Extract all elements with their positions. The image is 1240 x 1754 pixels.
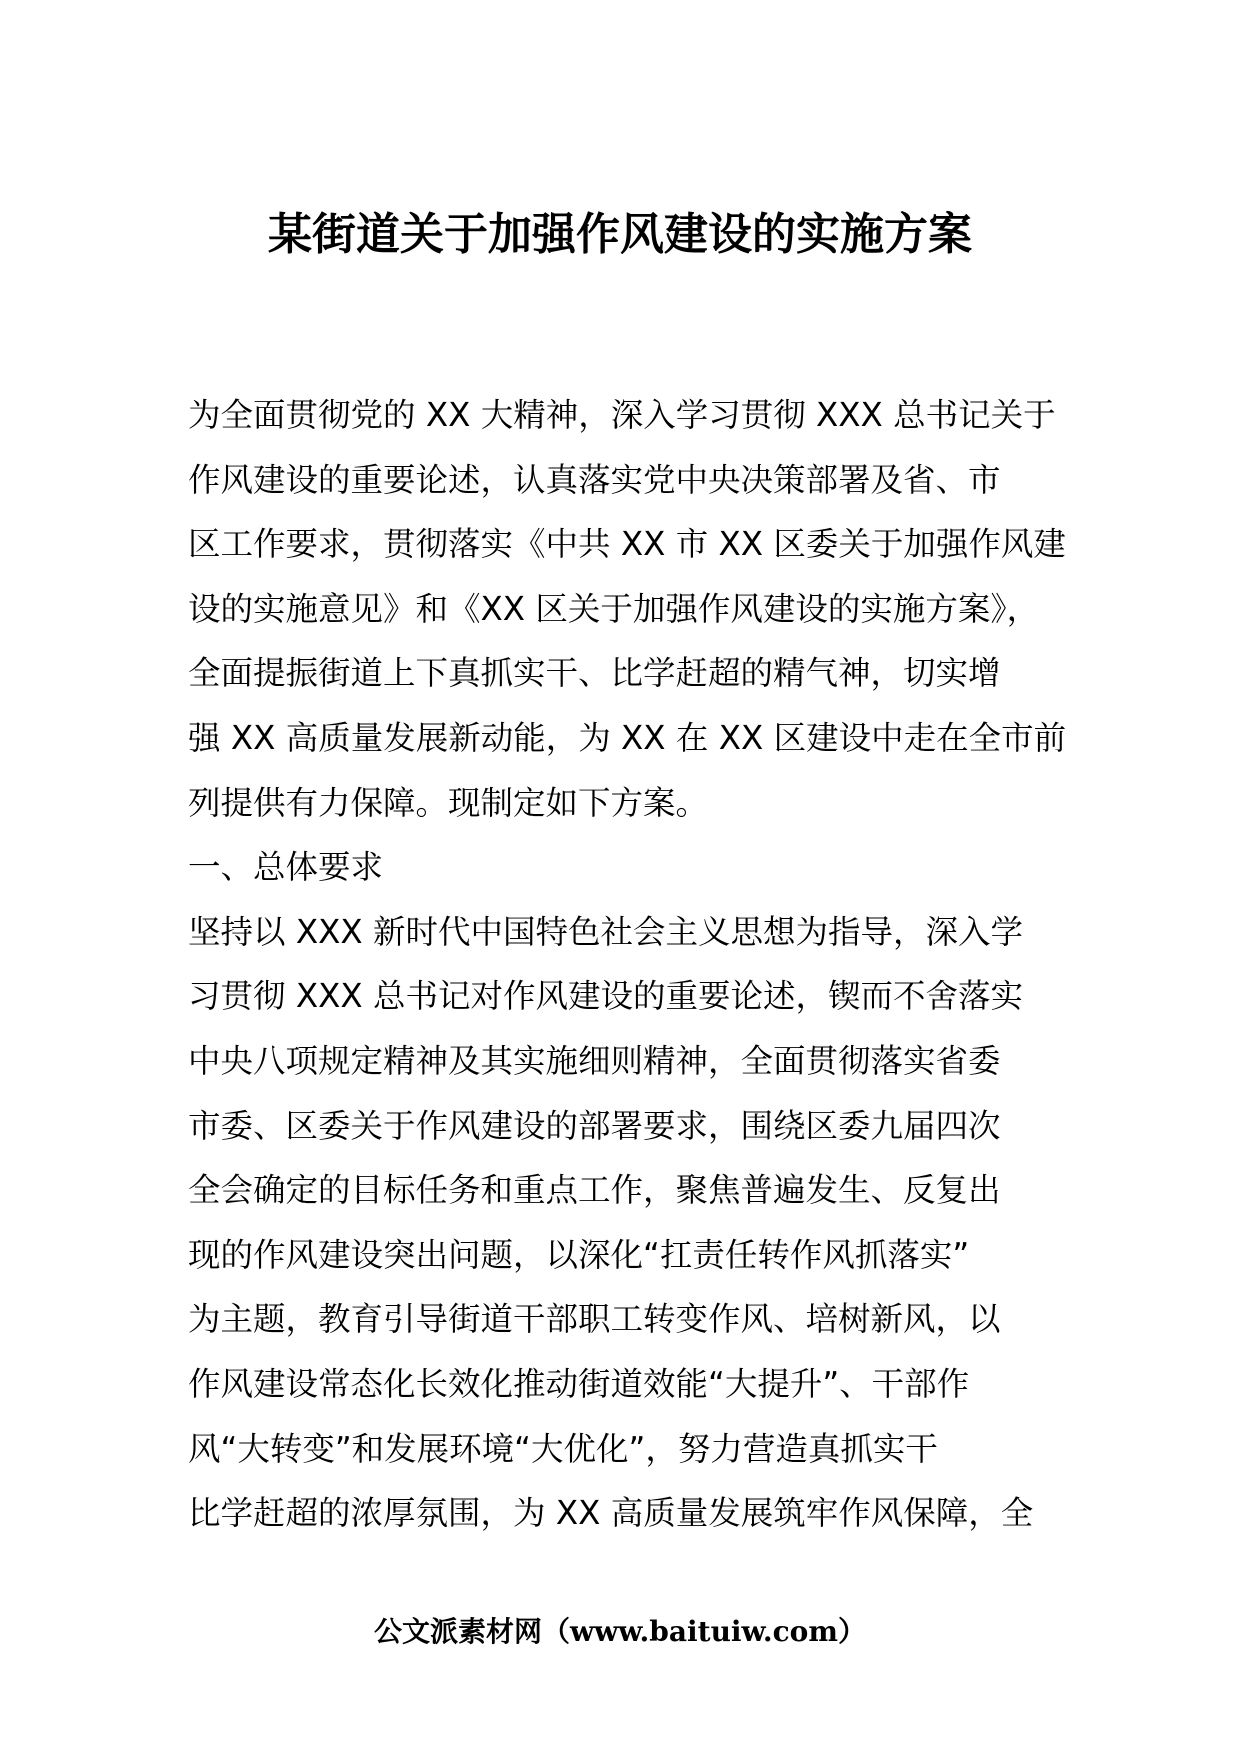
body-line: 为全面贯彻党的 XX 大精神，深入学习贯彻 XXX 总书记关于	[188, 396, 1056, 434]
body-line: 设的实施意见》和《XX 区关于加强作风建设的实施方案》，	[188, 589, 1040, 628]
body-line: 区工作要求，贯彻落实《中共 XX 市 XX 区委关于加强作风建	[188, 525, 1066, 564]
body-line: 比学赶超的浓厚氛围，为 XX 高质量发展筑牢作风保障，全	[188, 1494, 1034, 1533]
body-line: 市委、区委关于作风建设的部署要求，围绕区委九届四次	[188, 1106, 1001, 1145]
body-line: 习贯彻 XXX 总书记对作风建设的重要论述，锲而不舍落实	[188, 977, 1023, 1016]
body-line: 风“大转变”和发展环境“大优化”，努力营造真抓实干	[188, 1429, 938, 1468]
body-line: 全会确定的目标任务和重点工作，聚焦普遍发生、反复出	[188, 1171, 1001, 1210]
body-line: 现的作风建设突出问题，以深化“扛责任转作风抓落实”	[188, 1235, 970, 1274]
body-line: 强 XX 高质量发展新动能，为 XX 在 XX 区建设中走在全市前	[188, 718, 1067, 757]
body-line: 为主题，教育引导街道干部职工转变作风、培树新风，以	[188, 1300, 1001, 1339]
section-heading: 一、总体要求	[188, 848, 384, 887]
body-line: 作风建设的重要论述，认真落实党中央决策部署及省、市	[188, 460, 1001, 499]
document-body	[188, 383, 1068, 1546]
body-line: 中央八项规定精神及其实施细则精神，全面贯彻落实省委	[188, 1041, 1001, 1080]
body-line: 列提供有力保障。现制定如下方案。	[188, 783, 709, 822]
body-line: 全面提振街道上下真抓实干、比学赶超的精气神，切实增	[188, 654, 1001, 693]
body-line: 坚持以 XXX 新时代中国特色社会主义思想为指导，深入学	[188, 912, 1023, 951]
page-title: 某街道关于加强作风建设的实施方案	[268, 209, 972, 260]
body-line: 作风建设常态化长效化推动街道效能“大提升”、干部作	[188, 1364, 970, 1403]
footer-watermark: 公文派素材网（www.baituiw.com）	[374, 1615, 866, 1648]
